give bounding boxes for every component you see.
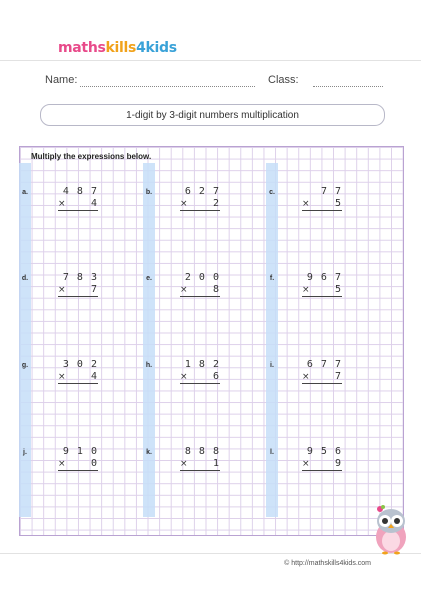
label-strip-3 — [266, 163, 278, 517]
instructions: Multiply the expressions below. — [31, 152, 152, 161]
multiplier-row — [302, 198, 342, 211]
label-strip-1 — [19, 163, 31, 517]
multiplier: 4 — [90, 371, 98, 382]
multiplier: 7 — [90, 284, 98, 295]
multiply-sign: × — [302, 199, 311, 209]
multiply-sign: × — [58, 459, 67, 469]
multiplication-problem — [58, 359, 98, 384]
multiply-sign: × — [180, 459, 189, 469]
problem-label: d. — [21, 275, 29, 282]
multiply-sign: × — [58, 372, 67, 382]
multiplicand: 9 1 0 — [62, 446, 98, 457]
class-field[interactable] — [313, 86, 383, 87]
name-field[interactable] — [80, 86, 255, 87]
header-divider — [0, 60, 421, 61]
multiplier-row — [58, 371, 98, 384]
multiplication-problem — [58, 272, 98, 297]
multiplication-problem — [180, 186, 220, 211]
multiply-sign: × — [180, 372, 189, 382]
multiplicand: 9 5 6 — [306, 446, 342, 457]
owl-mascot-icon — [367, 503, 415, 555]
multiplier: 7 — [334, 371, 342, 382]
multiplication-problem — [180, 359, 220, 384]
multiply-sign: × — [302, 459, 311, 469]
problem-label: e. — [146, 275, 152, 282]
multiplier-row — [180, 198, 220, 211]
multiplier-row — [302, 458, 342, 471]
multiplier: 9 — [334, 458, 342, 469]
multiply-sign: × — [58, 199, 67, 209]
multiplicand: 7 7 — [320, 186, 342, 197]
problem-label: g. — [21, 362, 29, 369]
label-strip-2 — [143, 163, 155, 517]
multiplier-row — [180, 284, 220, 297]
multiply-sign: × — [302, 285, 311, 295]
name-label: Name: — [45, 74, 78, 86]
multiplication-problem — [302, 272, 342, 297]
multiplier: 4 — [90, 198, 98, 209]
multiplier: 6 — [212, 371, 220, 382]
problem-label: b. — [145, 189, 153, 196]
multiplier: 5 — [334, 284, 342, 295]
multiplier-row — [58, 458, 98, 471]
multiplier-row — [180, 371, 220, 384]
problem-label: c. — [269, 189, 275, 196]
problem-label: k. — [146, 449, 152, 456]
problem-label: h. — [145, 362, 153, 369]
multiplier-row — [58, 284, 98, 297]
multiplier-row — [302, 371, 342, 384]
problem-label: f. — [269, 275, 275, 282]
multiply-sign: × — [302, 372, 311, 382]
multiplication-problem — [180, 446, 220, 471]
multiplicand: 4 8 7 — [62, 186, 98, 197]
problem-label: j. — [23, 449, 27, 456]
multiplier: 5 — [334, 198, 342, 209]
multiplier-row — [58, 198, 98, 211]
problem-label: l. — [270, 449, 274, 456]
multiplicand: 6 2 7 — [184, 186, 220, 197]
footer-url: © http://mathskills4kids.com — [284, 560, 371, 567]
footer-divider — [0, 553, 421, 554]
multiply-sign: × — [180, 285, 189, 295]
multiplication-problem — [302, 446, 342, 471]
multiplicand: 6 7 7 — [306, 359, 342, 370]
multiplicand: 1 8 2 — [184, 359, 220, 370]
worksheet-title: 1-digit by 3-digit numbers multiplication — [40, 104, 385, 126]
class-label: Class: — [268, 74, 299, 86]
problem-label: a. — [22, 189, 28, 196]
multiplication-problem — [180, 272, 220, 297]
multiplicand: 3 0 2 — [62, 359, 98, 370]
multiply-sign: × — [58, 285, 67, 295]
multiplication-problem — [302, 186, 342, 211]
multiplier: 1 — [212, 458, 220, 469]
multiplicand: 2 0 0 — [184, 272, 220, 283]
multiplier-row — [302, 284, 342, 297]
multiplier: 8 — [212, 284, 220, 295]
multiplier: 0 — [90, 458, 98, 469]
multiplicand: 8 8 8 — [184, 446, 220, 457]
multiplicand: 7 8 3 — [62, 272, 98, 283]
problem-label: i. — [270, 362, 274, 369]
multiply-sign: × — [180, 199, 189, 209]
multiplication-problem — [58, 446, 98, 471]
multiplier-row — [180, 458, 220, 471]
multiplication-problem — [58, 186, 98, 211]
multiplication-problem — [302, 359, 342, 384]
multiplicand: 9 6 7 — [306, 272, 342, 283]
site-logo: mathskills4kids — [58, 40, 177, 56]
multiplier: 2 — [212, 198, 220, 209]
